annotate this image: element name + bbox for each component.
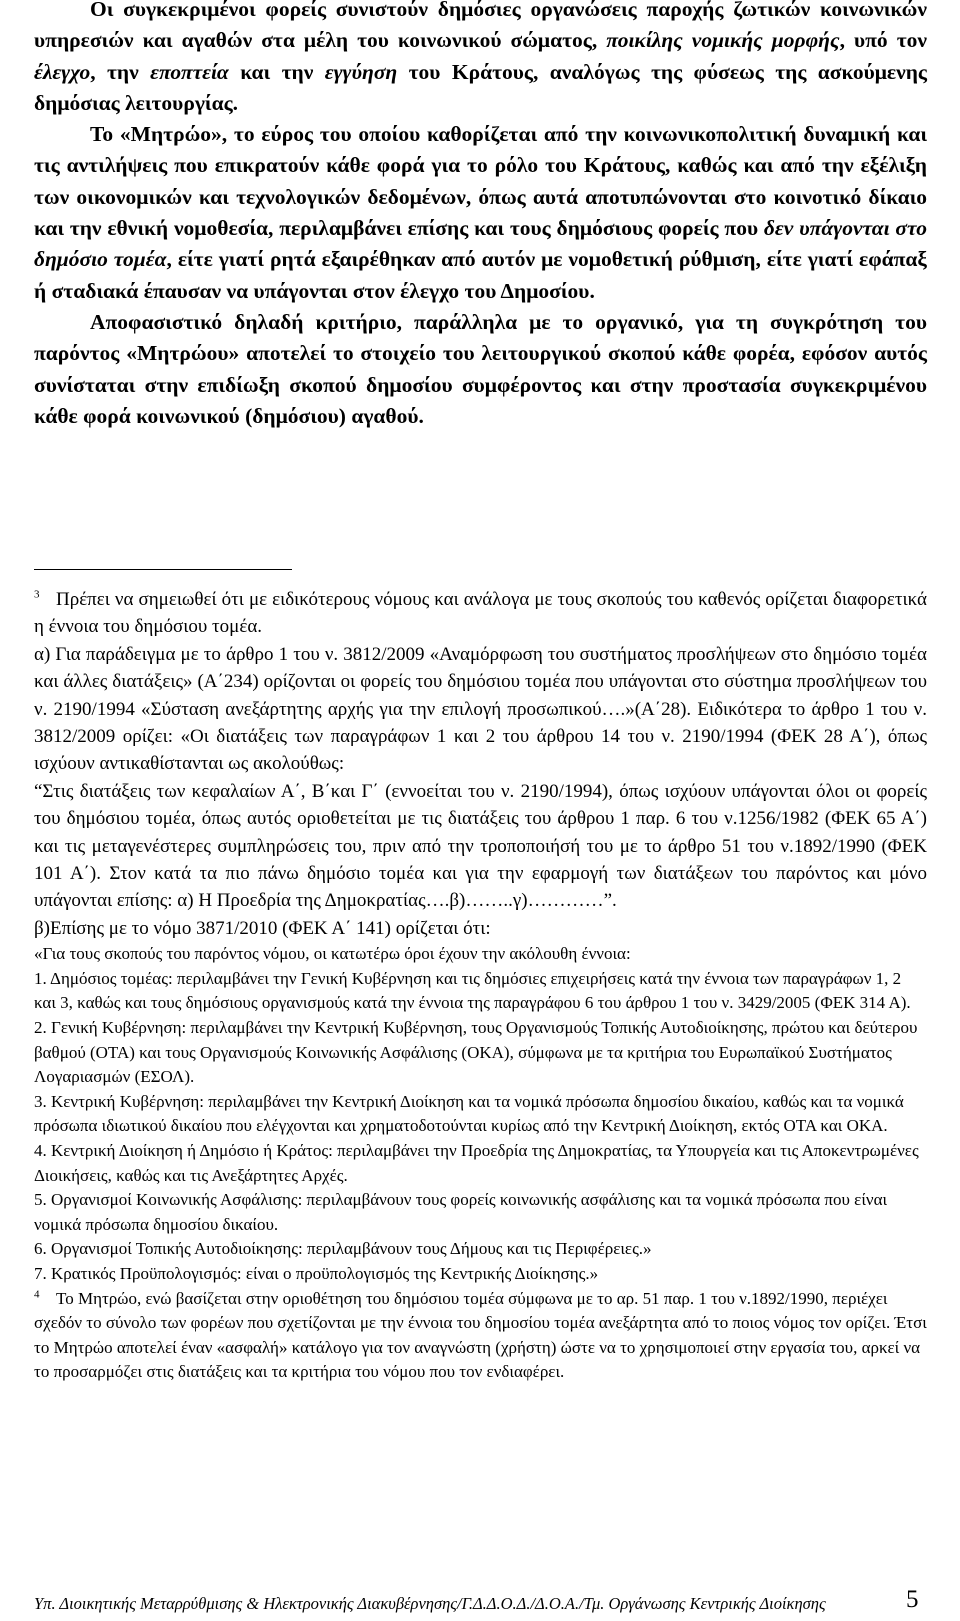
footnote-3-intro [34,586,927,641]
p1-text-d: και την [228,59,325,84]
footnote-4-mark: 4 [34,1287,40,1300]
footnote-3-para-b: β)Επίσης με το νόμο 3871/2010 (ΦΕΚ Α΄ 141) ορίζεται ότι: [34,917,491,939]
footnote-3-def-7: 7. Κρατικός Προϋπολογισμός: είναι ο προϋπολογισμός της Κεντρικής Διοίκησης.» [34,1264,599,1283]
p1-italic-2: έλεγχο [34,59,91,84]
p2-italic: δεν υπάγονται στο δημόσιο τομέα [34,216,927,272]
footnote-3-text: Πρέπει να σημειωθεί ότι με ειδικότερους νόμους και ανάλογα με τους σκοπούς του καθενός ορίζεται διαφορετικά η έννοια του δημόσιου τομέα. [34,589,927,638]
p1-text-c: , την [90,59,151,84]
footnote-3-def-1: 1. Δημόσιος τομέας: περιλαμβάνει την Γενική Κυβέρνηση και τις δημόσιες επιχειρήσεις κατά την έννοια των παραγράφων 1, 2 και 3, καθώς και τους δημόσιους οργανισμούς κατά την έννοια της παραγράφου 6 του άρθρου 1 του ν. 3429/2005 (ΦΕΚ 314 Α). [34,968,911,1013]
p1-italic-4: εγγύηση [324,59,398,84]
main-text [34,0,927,432]
p1-italic-3: εποπτεία [150,59,229,84]
paragraph-2 [34,119,927,307]
p1-text-a: Οι συγκεκριμένοι φορείς συνιστούν δημόσιες οργανώσεις παροχής ζωτικών κοινωνικών υπηρεσιών και αγαθών στα μέλη του κοινωνικού σώματος, [34,0,927,53]
p2-text-a: Το «Μητρώο», το εύρος του οποίου καθορίζεται από την κοινωνικοπολιτική δυναμική και τις αντιλήψεις που επικρατούν κάθε φορά για το ρόλο του Κράτους, καθώς και από την εξέλιξη των οικονομικών και τεχνολογικών δεδομένων, όπως αυτά αποτυπώνονται στο κοινοτικό δίκαιο και την εθνική νομοθεσία, περιλαμβάνει επίσης και τους δημόσιους φορείς που [34,122,927,241]
p1-italic-1: ποικίλης νομικής μορφής [606,28,840,53]
footnote-3-mark: 3 [34,588,40,601]
footnote-4 [34,1287,927,1385]
paragraph-1 [34,0,927,119]
footnote-3-def-6: 6. Οργανισμοί Τοπικής Αυτοδιοίκησης: περιλαμβάνουν τους Δήμους και τις Περιφέρειες.» [34,1239,652,1259]
footnote-3-def-5: 5. Οργανισμοί Κοινωνικής Ασφάλισης: περιλαμβάνουν τους φορείς κοινωνικής ασφάλισης και τα νομικά πρόσωπα που είναι νομικά πρόσωπα δημοσίου δικαίου. [34,1190,888,1234]
footnote-separator [34,569,292,570]
paragraph-3: Αποφασιστικό δηλαδή κριτήριο, παράλληλα με το οργανικό, για τη συγκρότηση του παρόντος «Μητρώου» αποτελεί το στοιχείο του λειτουργικού σκοπού κάθε φορέα, εφόσον αυτός συνίσταται στην επιδίωξη σκοπού δημοσίου συμφέροντος και στην προστασία συγκεκριμένου κάθε φορά κοινωνικού (δημόσιου) αγαθού. [34,309,927,428]
footnotes [34,586,927,1385]
footnote-3-definitions-intro: «Για τους σκοπούς του παρόντος νόμου, οι κατωτέρω όροι έχουν την ακόλουθη έννοια: [34,944,631,964]
footnote-3-para-a: α) Για παράδειγμα με το άρθρο 1 του ν. 3812/2009 «Αναμόρφωση του συστήματος προσλήψεων στο δημόσιο τομέα και άλλες διατάξεις» (Α΄234) ορίζονται οι φορείς του δημόσιου τομέα που υπάγονται στο σύστημα προσλήψεων του ν. 2190/1994 «Σύσταση ανεξάρτητης αρχής για την επιλογή προσωπικού….»(Α΄28). Ειδικότερα το άρθρο 1 του ν. 3812/2009 ορίζει: «Οι διατάξεις των παραγράφων 1 και 2 του άρθρου 14 του ν. 2190/1994 (ΦΕΚ 28 Α΄), όπως ισχύουν αντικαθίστανται ως ακολούθως: [34,643,927,775]
footnote-4-text: Το Μητρώο, ενώ βασίζεται στην οριοθέτηση του δημόσιου τομέα σύμφωνα με το αρ. 51 παρ. 1 του ν.1892/1990, περιέχει σχεδόν το σύνολο των φορέων που σχετίζονται με την έννοια του δημοσίου τομέα ανεξάρτητα από το ποιος νόμος τον ορίζει. Έτσι το Μητρώο αποτελεί έναν «ασφαλή» κατάλογο για τον αναγνώστη (χρήστη) ώστε να το χρησιμοποιεί στην εργασία του, αρκεί να το προσαρμόζει στις διατάξεις και τα κριτήρια του νόμου που τον ενδιαφέρει. [34,1288,927,1382]
page-footer: Υπ. Διοικητικής Μεταρρύθμισης & Ηλεκτρονικής Διακυβέρνησης/Γ.Δ.Δ.Ο.Δ./Δ.Ο.Α./Τμ. Οργάνωσης Κεντρικής Διοίκησης [34,1594,826,1613]
page-number: 5 [906,1586,919,1613]
footnote-3-def-2: 2. Γενική Κυβέρνηση: περιλαμβάνει την Κεντρική Κυβέρνηση, τους Οργανισμούς Τοπικής Αυτοδιοίκησης, πρώτου και δεύτερου βαθμού (ΟΤΑ) και τους Οργανισμούς Κοινωνικής Ασφάλισης (ΟΚΑ), σύμφωνα με τα κριτήρια του Ευρωπαϊκού Συστήματος Λογαριασμών (ΕΣΟΛ). [34,1018,918,1087]
footnote-3-def-3: 3. Κεντρική Κυβέρνηση: περιλαμβάνει την Κεντρική Διοίκηση και τα νομικά πρόσωπα δημοσίου δικαίου, καθώς και τα νομικά πρόσωπα ιδιωτικού δικαίου που ελέγχονται και χρηματοδοτούνται κυρίως από την Κεντρική Διοίκηση, εκτός ΟΤΑ και ΟΚΑ. [34,1091,904,1136]
p1-text-e: του Κράτους, αναλόγως της φύσεως της ασκούμενης δημόσιας λειτουργίας. [34,59,927,115]
p1-text-b: , υπό τον [839,28,927,53]
footnote-3-quote: “Στις διατάξεις των κεφαλαίων Α΄, Β΄και Γ΄ (εννοείται του ν. 2190/1994), όπως ισχύουν υπάγονται όλοι οι φορείς του δημόσιου τομέα, όπως αυτός οριοθετείται με τις διατάξεις του άρθρου 1 παρ. 6 του ν.1256/1982 (ΦΕΚ 65 Α΄) και τις μεταγενέστερες συμπληρώσεις του, πριν από την τροποποιήσή του με το άρθρο 51 του ν.1892/1990 (ΦΕΚ 101 Α΄). Στον κατά τα πιο πάνω δημόσιο τομέα και για την εφαρμογή των διατάξεων του παρόντος και μόνο υπάγονται επίσης: α) Η Προεδρία της Δημοκρατίας….β)……..γ)…………”. [34,780,927,912]
footnote-3-def-4: 4. Κεντρική Διοίκηση ή Δημόσιο ή Κράτος: περιλαμβάνει την Προεδρία της Δημοκρατίας, τα Υπουργεία και τις Αποκεντρωμένες Διοικήσεις, καθώς και τις Ανεξάρτητες Αρχές. [34,1141,919,1185]
p2-text-b: , είτε γιατί ρητά εξαιρέθηκαν από αυτόν με νομοθετική ρύθμιση, είτε γιατί εφάπαξ ή σταδιακά έπαυσαν να υπάγονται στον έλεγχο του Δημοσίου. [34,247,927,303]
